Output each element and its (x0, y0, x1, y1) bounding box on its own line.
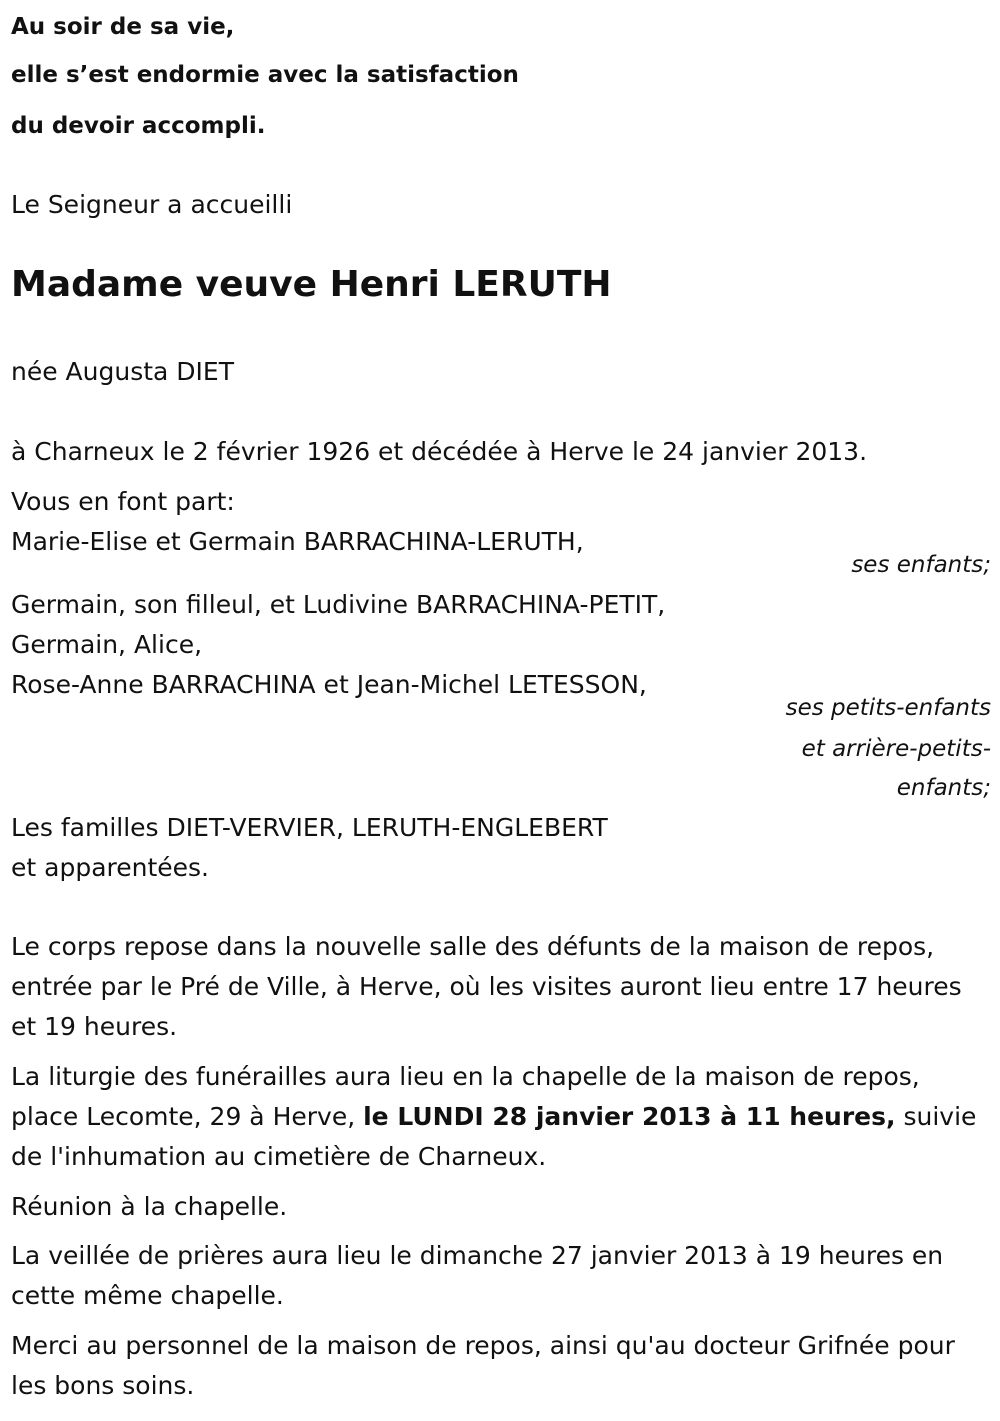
poem-line-3: du devoir accompli. (11, 113, 266, 139)
deceased-name: Madame veuve Henri LERUTH (11, 264, 612, 305)
meeting-paragraph: Réunion à la chapelle. (11, 1192, 288, 1221)
vigil-paragraph: La veillée de prières aura lieu le dimanche 27 janvier 2013 à 19 heures en cette même chapelle. (11, 1241, 944, 1310)
liturgy-paragraph (11, 1057, 986, 1177)
poem-line-1: Au soir de sa vie, (11, 14, 235, 40)
poem-line-2: elle s’est endormie avec la satisfaction (11, 62, 519, 88)
children-names: Marie-Elise et Germain BARRACHINA-LERUTH, (11, 527, 584, 556)
rest-paragraph: Le corps repose dans la nouvelle salle des défunts de la maison de repos, entrée par le Pré de Ville, à Herve, où les visites auront lieu entre 17 heures et 19 heures. (11, 932, 962, 1041)
birth-name: née Augusta DIET (11, 357, 234, 386)
liturgy-date-emphasis: le LUNDI 28 janvier 2013 à 11 heures, (363, 1102, 896, 1131)
intro-text: Le Seigneur a accueilli (11, 190, 293, 219)
thanks-paragraph: Merci au personnel de la maison de repos, ainsi qu'au docteur Grifnée pour les bons soins. (11, 1331, 955, 1400)
grandchildren-role-line-2: et arrière-petits- (801, 736, 991, 762)
grandchildren-line-3: Rose-Anne BARRACHINA et Jean-Michel LETESSON, (11, 670, 647, 699)
liturgy-text-before: La liturgie des funérailles aura lieu en la chapelle de la maison de repos, place Lecomte, 29 à Herve, (11, 1062, 920, 1131)
dates-line: à Charneux le 2 février 1926 et décédée à Herve le 24 janvier 2013. (11, 437, 868, 466)
announce-line: Vous en font part: (11, 487, 235, 516)
liturgy-text-after: suivie de l'inhumation au cimetière de Charneux. (11, 1102, 977, 1171)
grandchildren-role-line-3: enfants; (896, 775, 991, 801)
grandchildren-role-line-1: ses petits-enfants (785, 695, 991, 721)
families-line-2: et apparentées. (11, 853, 209, 882)
grandchildren-line-2: Germain, Alice, (11, 630, 203, 659)
grandchildren-line-1: Germain, son filleul, et Ludivine BARRACHINA-PETIT, (11, 590, 666, 619)
families-line-1: Les familles DIET-VERVIER, LERUTH-ENGLEBERT (11, 813, 608, 842)
children-role: ses enfants; (851, 552, 991, 578)
